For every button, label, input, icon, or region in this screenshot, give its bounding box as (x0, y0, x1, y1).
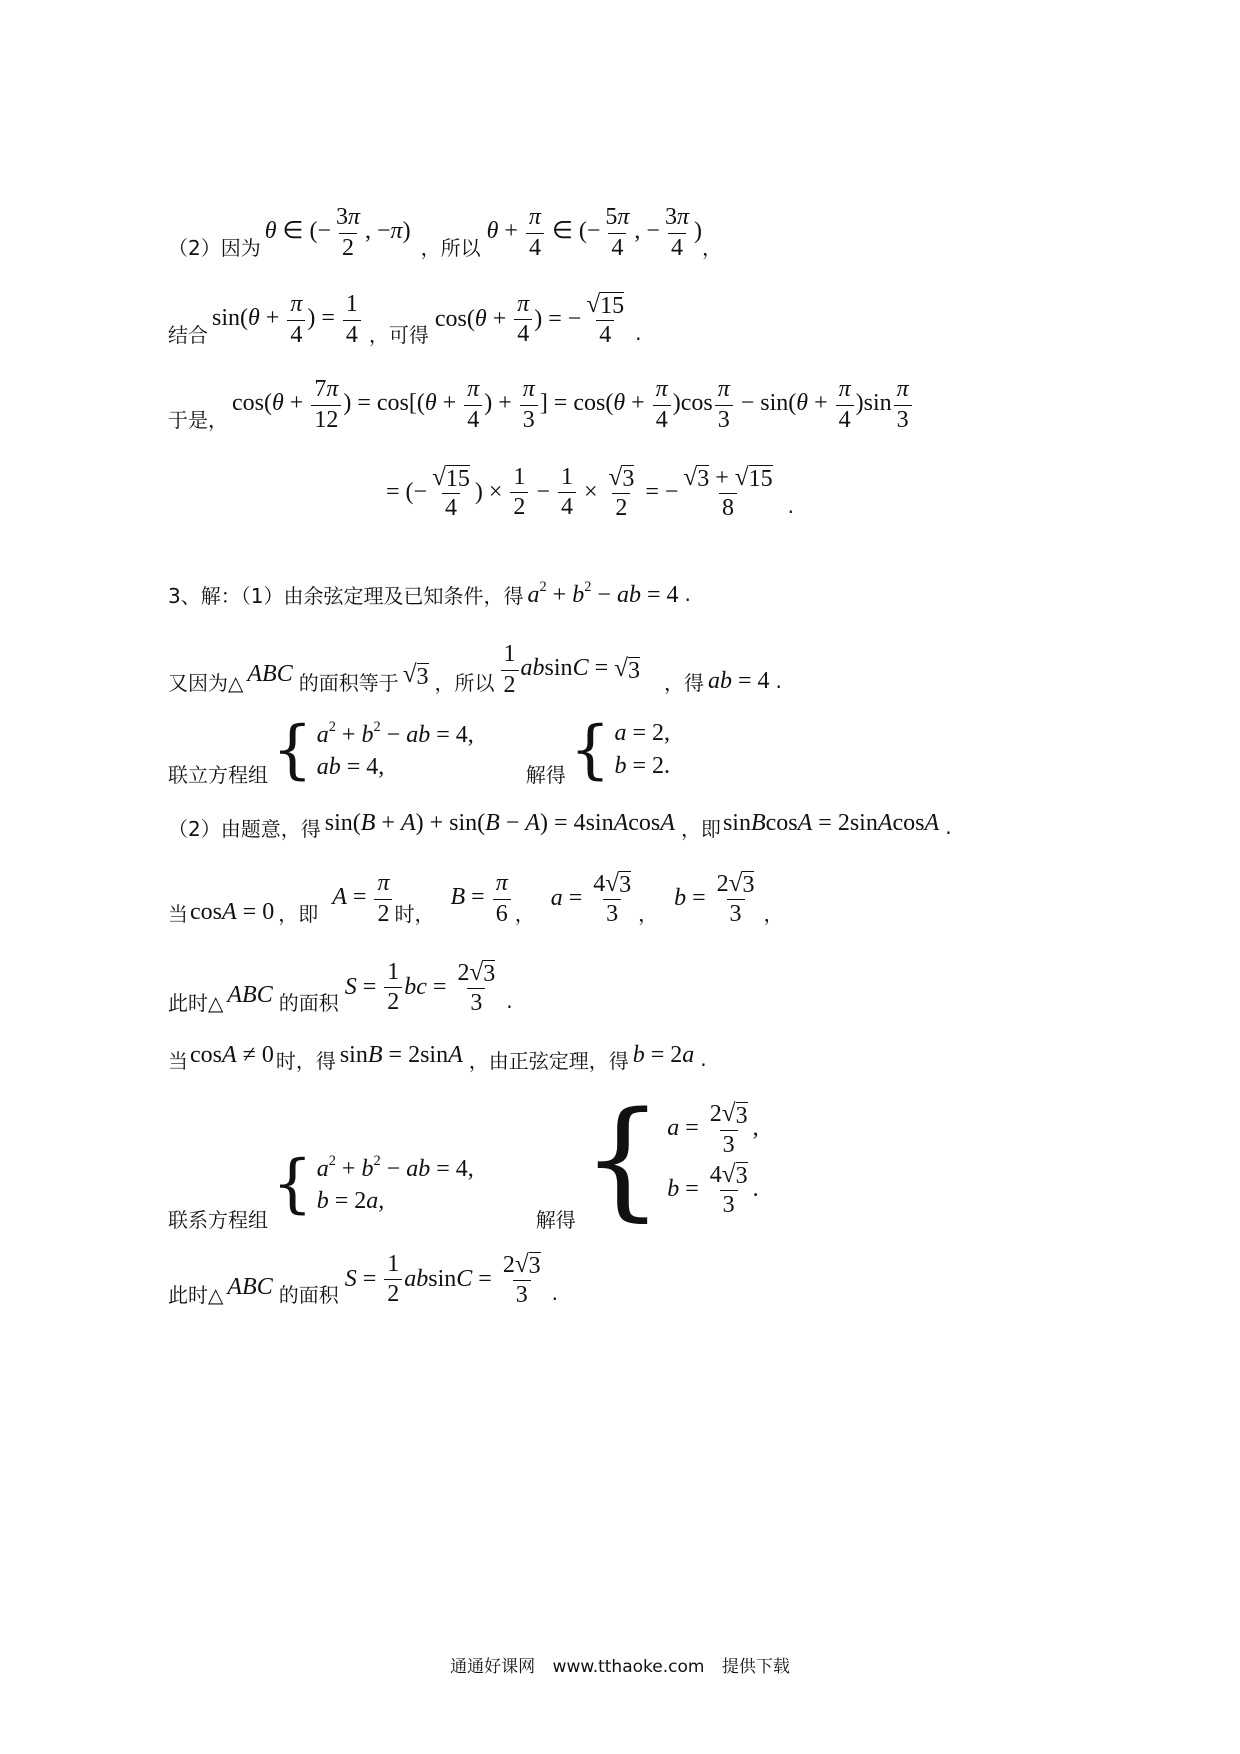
area1-word: 的面积 (278, 990, 339, 1015)
system2-line (168, 1085, 759, 1234)
q3-line1-end: . (684, 582, 691, 606)
p2-formula: sin(B + A) + sin(B − A) = 4sinAcosA (324, 809, 675, 836)
yushi-line (168, 370, 914, 440)
yushi-prefix: 于是， (168, 407, 228, 432)
theta-plus-pi4-range-formula: θ + $\frac{\pi}{4}$ ∈ (− $\frac{5\pi}{4}$ , − $\frac{3\pi}{4}$ ) (486, 204, 702, 261)
cos-formula: cos(θ + $\frac{\pi}{4}$ ) = − √ 15 4 (434, 290, 625, 349)
combine-prefix: 结合 (168, 322, 208, 347)
area2-formula: S = $\frac{1}{2}$ absinC = 2 √ 3 3 (344, 1250, 541, 1309)
case2-mid2: ，由正弦定理，得 (468, 1048, 629, 1073)
cosA-nonzero: cosA ≠ 0 (190, 1041, 274, 1068)
system2-solve: 解得 (535, 1207, 576, 1232)
case1-comma3: ， (763, 901, 784, 926)
case2-end: . (700, 1047, 707, 1071)
q3-label: 3、解：（1）由余弦定理及已知条件，得 (168, 583, 524, 608)
combine-mid: ，可得 (368, 322, 429, 347)
case2-line (168, 1038, 707, 1072)
case2-mid: 时，得 (275, 1048, 336, 1073)
ab-equals-4: ab = 4 (707, 667, 770, 694)
case2-prefix: 当 (168, 1048, 188, 1073)
combine-line (168, 285, 642, 355)
p2-prefix: （2）由题意，得 (168, 816, 321, 841)
area2-line (168, 1244, 558, 1316)
b-equals-2a: b = 2a (632, 1041, 695, 1068)
system1-line (168, 712, 670, 788)
system1-equations: { $a^2 + b^2$ − ab = 4, ab = 4, (272, 713, 474, 787)
part2-line (168, 198, 722, 268)
combine-end: . (635, 321, 642, 345)
abc-label-2: ABC (227, 981, 273, 1008)
cosA-zero: cosA = 0 (190, 898, 275, 925)
area2-end: . (551, 1281, 559, 1305)
p2-mid: ，即 (680, 816, 721, 841)
system1-prefix: 联立方程组 (168, 762, 268, 787)
case1-line (168, 864, 783, 934)
b-value: b = 2 √ 3 3 (674, 869, 755, 928)
system1-solution: { a = 2, b = 2. (569, 713, 671, 787)
sin-formula: sin(θ + $\frac{\pi}{4}$ ) = $\frac{1}{4}$ (212, 292, 363, 347)
theta-range-formula: θ ∈ (− $\frac{3\pi}{2}$ , −π) (264, 204, 411, 261)
footer (0, 1652, 1240, 1677)
B-value: B = $\frac{\pi}{6}$ (450, 871, 512, 926)
case1-comma2: ， (638, 901, 659, 926)
result-end: . (787, 494, 794, 518)
case1-mid: ，即 (278, 901, 319, 926)
cos-expansion-formula: cos(θ + $\frac{7\pi}{12}$ ) = cos[(θ + $\frac{\pi}{4}$ ) + $\frac{\pi}{3}$ ] = cos(θ + $\frac{\pi}{4}$ )cos $\frac{\pi}{3}$ − sin(θ + $\frac{\pi}{4}$ )sin $\frac{\pi}{3}$ (232, 377, 914, 432)
abc-label-3: ABC (227, 1273, 273, 1300)
footer-site-name: 通通好课网 (450, 1657, 536, 1677)
case1-time: 时， (394, 901, 435, 926)
part2-prefix: （2）因为 (168, 235, 261, 260)
result-line (386, 458, 794, 528)
area-mid2: ，所以 (434, 670, 495, 695)
area-end: . (775, 669, 782, 693)
part2-end: ， (702, 235, 722, 260)
q3-part2-line (168, 806, 952, 840)
cosine-law-formula: $a^2 + b^2$ − ab = 4 (527, 579, 679, 608)
a-value: a = 4 √ 3 3 (550, 869, 632, 928)
footer-url[interactable]: www.tthaoke.com (552, 1657, 705, 1677)
result-formula: = (− √ 15 4 ) × $\frac{1}{2}$ − $\frac{1}{4}$ × √ 3 2 = − √ 3 + √ 15 8 (386, 463, 773, 522)
q3-area-line (168, 640, 782, 700)
p2-formula2: sinBcosA = 2sinAcosA (722, 809, 940, 836)
system1-solve: 解得 (525, 762, 566, 787)
area1-prefix: 此时△ (168, 990, 224, 1015)
abc-label: ABC (247, 660, 293, 687)
area1-line (168, 952, 513, 1024)
q3-line1 (168, 577, 691, 611)
area-mid: 的面积等于 (298, 670, 399, 695)
system2-equations: { $a^2 + b^2$ − ab = 4, b = 2a, (272, 1147, 474, 1221)
p2-end: . (945, 815, 952, 839)
area-formula: $\frac{1}{2}$ absinC = √ 3 (499, 642, 640, 697)
area2-prefix: 此时△ (168, 1282, 224, 1307)
sinB-formula: sinB = 2sinA (339, 1041, 463, 1068)
area-mid3: ，得 (663, 670, 704, 695)
case1-prefix: 当 (168, 901, 188, 926)
part2-mid: ，所以 (420, 235, 481, 260)
area1-formula: S = $\frac{1}{2}$ bc = 2 √ 3 3 (344, 958, 496, 1017)
case1-comma1: ， (514, 901, 535, 926)
sqrt3-value: √ 3 (402, 661, 429, 690)
A-value: A = $\frac{\pi}{2}$ (332, 871, 394, 926)
area2-word: 的面积 (278, 1282, 339, 1307)
system2-solution: { a = 2 √ 3 3 , b = 4 √ 3 3 . (581, 1085, 759, 1234)
area1-end: . (506, 989, 513, 1013)
footer-download: 提供下载 (721, 1657, 790, 1677)
system2-prefix: 联系方程组 (168, 1207, 268, 1232)
area-prefix: 又因为△ (168, 670, 244, 695)
